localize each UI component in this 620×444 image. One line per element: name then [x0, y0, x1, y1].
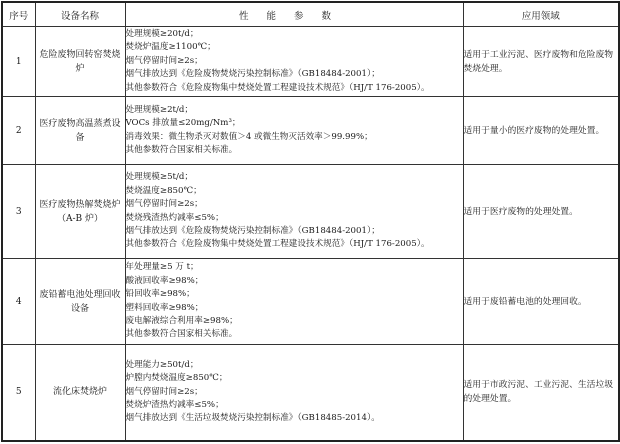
- param-line: 铅回收率≥98%；: [125, 289, 195, 300]
- table-row: [2, 97, 619, 165]
- equipment-name: 流化床焚烧炉: [35, 345, 125, 441]
- performance-params: [125, 259, 463, 345]
- application-field: 适用于医疗废物的处理处置。: [463, 165, 619, 259]
- param-line: 焚烧残渣热灼减率≤5%；: [125, 212, 224, 223]
- param-line: 处理规模≥2t/d；: [125, 104, 193, 115]
- row-index: 3: [2, 165, 35, 259]
- param-line: 处理规模≥5t/d；: [125, 172, 193, 183]
- param-line: 其他参数符合国家相关标准。: [125, 144, 238, 155]
- param-line: 烟气排放达到《生活垃圾焚烧污染控制标准》（GB18485-2014）。: [125, 413, 380, 424]
- equipment-name: 医疗废物热解焚烧炉（A-B 炉）: [35, 165, 125, 259]
- param-line: 焚烧温度≥850℃；: [125, 185, 202, 196]
- row-index: 1: [2, 27, 35, 97]
- param-line: 烟气停留时间≥2s；: [125, 199, 203, 210]
- application-field: 适用于量小的医疗废物的处理处置。: [463, 97, 619, 165]
- param-line: 酸液回收率≥98%；: [125, 275, 204, 286]
- performance-params: [125, 27, 463, 97]
- param-line: 处理规模≥20t/d；: [125, 28, 199, 39]
- param-line: 焚烧炉渣热灼减率≤5%；: [125, 399, 224, 410]
- equipment-spec-table: [1, 1, 620, 442]
- param-line: 年处理量≥5 万 t；: [125, 262, 199, 273]
- param-line: VOCs 排放量≤20mg/Nm³；: [125, 118, 241, 129]
- table-row: [2, 27, 619, 97]
- application-field: 适用于市政污泥、工业污泥、生活垃圾的处理处置。: [463, 345, 619, 441]
- header-index: 序号: [2, 2, 35, 27]
- param-line: 烟气排放达到《危险废物焚烧污染控制标准》（GB18484-2001）；: [125, 225, 380, 236]
- table-row: [2, 259, 619, 345]
- param-line: 消毒效果：微生物杀灭对数值＞4 或微生物灭活效率＞99.99%；: [125, 131, 373, 142]
- param-line: 其他参数符合《危险废物集中焚烧处置工程建设技术规范》（HJ/T 176-2005）。: [125, 239, 430, 250]
- param-line: 焚烧炉温度≥1100℃；: [125, 42, 216, 53]
- header-params: 性能参数: [125, 2, 463, 27]
- row-index: 5: [2, 345, 35, 441]
- param-line: 烟气停留时间≥2s；: [125, 386, 203, 397]
- param-line: 烟气排放达到《危险废物焚烧污染控制标准》（GB18484-2001）；: [125, 69, 380, 80]
- row-index: 4: [2, 259, 35, 345]
- application-field: 适用于废铅蓄电池的处理回收。: [463, 259, 619, 345]
- equipment-name: 危险废物回转窑焚烧炉: [35, 27, 125, 97]
- param-line: 其他参数符合《危险废物集中焚烧处置工程建设技术规范》（HJ/T 176-2005）。: [125, 82, 430, 93]
- table-row: [2, 165, 619, 259]
- table-row: [2, 345, 619, 441]
- param-line: 塑料回收率≥98%；: [125, 302, 204, 313]
- header-name: 设备名称: [35, 2, 125, 27]
- param-line: 烟气停留时间≥2s；: [125, 55, 203, 66]
- param-line: 其他参数符合国家相关标准。: [125, 329, 238, 340]
- performance-params: [125, 345, 463, 441]
- param-line: 废电解液综合利用率≥98%；: [125, 315, 238, 326]
- row-index: 2: [2, 97, 35, 165]
- equipment-name: 医疗废物高温蒸煮设备: [35, 97, 125, 165]
- table-header-row: [2, 2, 619, 27]
- header-application: 应用领域: [463, 2, 619, 27]
- application-field: 适用于工业污泥、医疗废物和危险废物焚烧处理。: [463, 27, 619, 97]
- param-line: 炉膛内焚烧温度≥850℃；: [125, 373, 228, 384]
- performance-params: [125, 97, 463, 165]
- performance-params: [125, 165, 463, 259]
- param-line: 处理能力≥50t/d；: [125, 359, 199, 370]
- equipment-name: 废铅蓄电池处理回收设备: [35, 259, 125, 345]
